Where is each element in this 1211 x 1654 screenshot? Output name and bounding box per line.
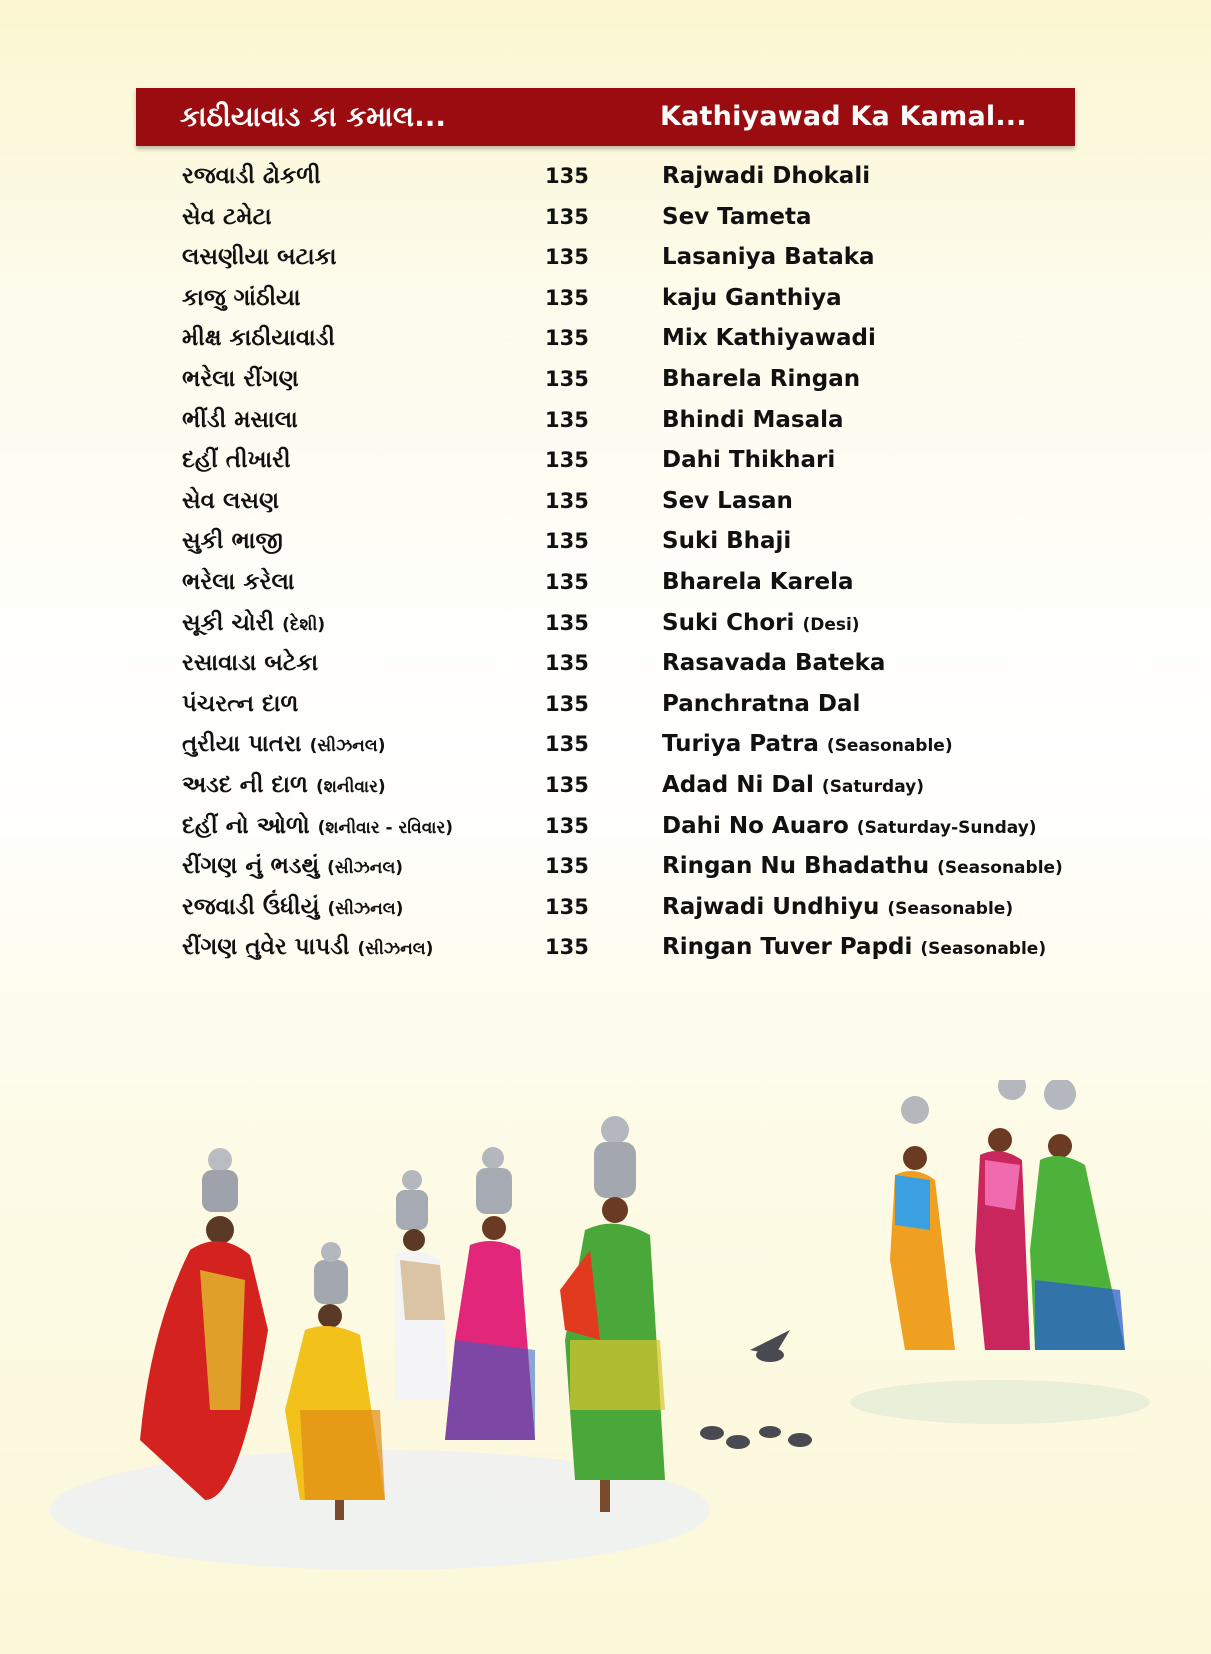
- gujarati-title: કાઠીયાવાડ કા કમાલ...: [180, 100, 446, 133]
- item-price: 135: [545, 164, 589, 188]
- three-women-with-pots-illustration: [890, 1080, 1125, 1350]
- menu-row: [0, 927, 1211, 968]
- menu-row: [0, 278, 1211, 319]
- menu-row: [0, 481, 1211, 522]
- english-item-name: [662, 724, 953, 764]
- gujarati-dish-note: (સીઝનલ): [327, 858, 404, 879]
- item-price: 135: [545, 691, 589, 716]
- english-item-name: [662, 237, 875, 277]
- gujarati-dish-note: (સીઝનલ): [327, 898, 404, 919]
- menu-row: [0, 846, 1211, 887]
- illustration-area: [0, 1080, 1211, 1654]
- menu-row: [0, 400, 1211, 441]
- english-dish-label: Dahi Thikhari: [662, 447, 836, 474]
- item-price: 135: [545, 569, 589, 594]
- gujarati-item-name: [182, 318, 335, 358]
- english-dish-label: Panchratna Dal: [662, 690, 861, 717]
- item-price: 135: [545, 610, 589, 635]
- english-item-name: [662, 846, 1063, 886]
- english-dish-label: Sev Lasan: [662, 487, 793, 514]
- menu-row: [0, 765, 1211, 806]
- english-item-name: [662, 440, 835, 480]
- gujarati-dish-label: મીક્ષ કાઠીયાવાડી: [182, 325, 335, 352]
- english-dish-label: Dahi No Auaro: [662, 812, 849, 839]
- english-dish-label: Bharela Ringan: [662, 365, 861, 392]
- gujarati-dish-label: તુરીયા પાતરા: [182, 731, 302, 758]
- women-carrying-water-pots-illustration: [0, 1080, 1211, 1654]
- gujarati-item-name: [182, 927, 433, 967]
- item-price: 135: [545, 529, 589, 554]
- english-dish-label: Bharela Karela: [662, 568, 854, 595]
- gujarati-item-name: [182, 887, 403, 927]
- english-dish-note: (Seasonable): [887, 898, 1014, 919]
- gujarati-dish-label: રજવાડી ઢોકળી: [182, 163, 321, 189]
- english-dish-label: Rajwadi Dhokali: [662, 163, 871, 189]
- english-dish-note: (Seasonable): [937, 858, 1063, 879]
- menu-row: [0, 643, 1211, 684]
- item-price: 135: [545, 732, 589, 757]
- menu-row: [0, 806, 1211, 847]
- gujarati-item-name: [182, 359, 299, 399]
- menu-row: [0, 237, 1211, 278]
- english-dish-label: Ringan Nu Bhadathu: [662, 853, 930, 880]
- english-item-name: [662, 887, 1013, 927]
- english-dish-label: Mix Kathiyawadi: [662, 325, 876, 352]
- english-dish-label: Rasavada Bateka: [662, 650, 886, 677]
- gujarati-item-name: [182, 278, 301, 318]
- gujarati-dish-label: અડદ ની દાળ: [182, 771, 308, 798]
- item-price: 135: [545, 813, 589, 838]
- english-dish-label: Ringan Tuver Papdi: [662, 934, 913, 961]
- item-price: 135: [545, 854, 589, 879]
- item-price: 135: [545, 407, 589, 432]
- english-item-name: [662, 765, 924, 805]
- english-dish-label: Sev Tameta: [662, 203, 812, 230]
- gujarati-dish-note: (શનીવાર - રવિવાર): [317, 817, 454, 838]
- gujarati-item-name: [182, 197, 272, 237]
- item-price: 135: [545, 772, 589, 797]
- english-dish-note: (Saturday-Sunday): [856, 817, 1037, 838]
- menu-row: [0, 359, 1211, 400]
- gujarati-dish-label: દહીં તીખારી: [182, 447, 291, 474]
- gujarati-item-name: [182, 603, 325, 643]
- item-price: 135: [545, 245, 589, 270]
- english-dish-label: Lasaniya Bataka: [662, 244, 875, 271]
- menu-row: [0, 562, 1211, 603]
- english-item-name: [662, 684, 860, 724]
- gujarati-item-name: [182, 562, 294, 602]
- gujarati-dish-label: રસાવાડા બટેકા: [182, 650, 319, 677]
- english-item-name: [662, 806, 1037, 846]
- item-price: 135: [545, 448, 589, 473]
- gujarati-dish-label: રજવાડી ઉંધીયું: [182, 893, 320, 920]
- english-item-name: [662, 156, 870, 196]
- menu-row: [0, 318, 1211, 359]
- gujarati-dish-label: કાજુ ગાંઠીયા: [182, 284, 301, 311]
- birds-illustration: [700, 1330, 812, 1449]
- item-price: 135: [545, 326, 589, 351]
- gujarati-item-name: [182, 684, 298, 724]
- gujarati-dish-note: (સીઝનલ): [357, 939, 434, 960]
- gujarati-item-name: [182, 806, 453, 846]
- gujarati-item-name: [182, 724, 385, 764]
- gujarati-dish-label: ભરેલા કરેલા: [182, 568, 295, 595]
- gujarati-item-name: [182, 237, 337, 277]
- english-item-name: [662, 927, 1046, 967]
- gujarati-item-name: [182, 643, 318, 683]
- english-item-name: [662, 603, 860, 643]
- gujarati-item-name: [182, 400, 298, 440]
- gujarati-dish-label: સૂકી ચોરી: [182, 609, 275, 636]
- gujarati-dish-label: પંચરત્ન દાળ: [182, 690, 299, 717]
- english-item-name: [662, 643, 885, 683]
- gujarati-dish-label: સેવ લસણ: [182, 487, 280, 514]
- gujarati-dish-label: સેવ ટમેટા: [182, 203, 272, 230]
- item-price: 135: [545, 366, 589, 391]
- menu-row: [0, 724, 1211, 765]
- english-dish-note: (Saturday): [821, 776, 924, 797]
- english-dish-label: Suki Chori: [662, 609, 795, 636]
- item-price: 135: [545, 204, 589, 229]
- english-item-name: [662, 318, 876, 358]
- item-price: 135: [545, 651, 589, 676]
- gujarati-item-name: [182, 481, 279, 521]
- menu-row: [0, 521, 1211, 562]
- english-dish-label: kaju Ganthiya: [662, 284, 842, 311]
- english-dish-note: (Seasonable): [826, 736, 953, 757]
- english-dish-label: Turiya Patra: [662, 731, 819, 758]
- english-item-name: [662, 400, 844, 440]
- menu-row: [0, 684, 1211, 725]
- english-dish-label: Suki Bhaji: [662, 528, 792, 555]
- gujarati-item-name: [182, 156, 321, 196]
- item-price: 135: [545, 894, 589, 919]
- gujarati-dish-label: લસણીયા બટાકા: [182, 244, 337, 271]
- english-item-name: [662, 197, 812, 237]
- menu-row: [0, 440, 1211, 481]
- menu-row: [0, 197, 1211, 238]
- item-price: 135: [545, 488, 589, 513]
- english-dish-note: (Seasonable): [920, 939, 1047, 960]
- gujarati-dish-label: ભીંડી મસાલા: [182, 406, 298, 433]
- gujarati-dish-note: (શનીવાર): [315, 776, 386, 797]
- english-title: Kathiyawad Ka Kamal...: [660, 101, 1027, 132]
- english-dish-label: Bhindi Masala: [662, 406, 844, 433]
- english-item-name: [662, 359, 860, 399]
- gujarati-item-name: [182, 440, 291, 480]
- gujarati-item-name: [182, 846, 403, 886]
- item-price: 135: [545, 935, 589, 960]
- menu-row: [0, 603, 1211, 644]
- menu-list: [0, 156, 1211, 968]
- gujarati-dish-note: (દેશી): [282, 614, 326, 635]
- english-item-name: [662, 278, 842, 318]
- section-header: [136, 88, 1075, 146]
- item-price: 135: [545, 285, 589, 310]
- menu-row: [0, 156, 1211, 197]
- gujarati-dish-note: (સીઝનલ): [309, 736, 386, 757]
- gujarati-dish-label: ભરેલા રીંગણ: [182, 365, 299, 392]
- gujarati-dish-label: સુકી ભાજી: [182, 528, 283, 555]
- english-item-name: [662, 562, 853, 602]
- gujarati-dish-label: રીંગણ નું ભડથું: [182, 853, 320, 880]
- english-item-name: [662, 521, 791, 561]
- english-item-name: [662, 481, 793, 521]
- gujarati-dish-label: દહીં નો ઓળો: [182, 812, 310, 839]
- english-dish-note: (Desi): [802, 614, 860, 635]
- english-dish-label: Adad Ni Dal: [662, 771, 814, 798]
- english-dish-label: Rajwadi Undhiyu: [662, 893, 880, 920]
- gujarati-item-name: [182, 765, 386, 805]
- gujarati-item-name: [182, 521, 283, 561]
- gujarati-dish-label: રીંગણ તુવેર પાપડી: [182, 934, 350, 961]
- menu-row: [0, 887, 1211, 928]
